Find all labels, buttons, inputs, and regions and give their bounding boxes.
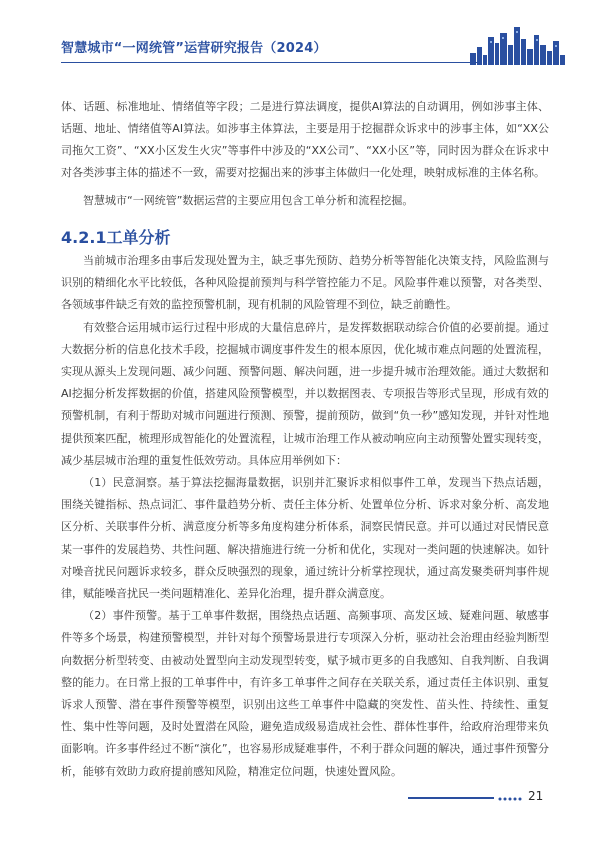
paragraph-event-warning: （2）事件预警。基于工单事件数据，围绕热点话题、高频事项、高发区域、疑难问题、敏感事件等多个场景，构建预警模型，并针对每个预警场景进行专项深入分析，驱动社会治理由经验判断型向数据分析型转变、由被动处置型向主动发现型转变，赋予城市更多的自我感知、自我判断、自我调整的能力。在日常上报的工单事件中，有许多工单事件之间存在关联关系，通过责任主体识别、重复诉求人预警、潜在事件预警等模型，识别出这些工单事件中隐藏的突发性、苗头性、持续性、重复性、集中性等问题，及时处置潜在风险，避免造成级易造成社会性、群体性事件，给政府治理带来负面影响。许多事件经过不断“演化”，也容易形成疑难事件，不利于群众问题的解决，通过事件预警分析，能够有效助力政府提前感知风险，精准定位问题，快速处置风险。 — [61, 609, 549, 778]
section-body — [61, 250, 549, 783]
footer-rule — [408, 797, 494, 799]
paragraph-public-opinion: （1）民意洞察。基于算法挖掘海量数据，识别并汇聚诉求相似事件工单，发现当下热点话题，围绕关键指标、热点词汇、事件量趋势分析、责任主体分析、处置单位分析、诉求对象分析、高发地区分析、关联事件分析、满意度分析等多角度构建分析体系，洞察民情民意。并可以通过对民情民意某一事件的发展趋势、共性问题、解决措施进行统一分析和优化，实现对一类问题的快速解决。如针对噪音扰民问题诉求较多，群众反映强烈的现象，通过统计分析掌控现状，通过高发聚类研判事件规律，赋能噪音扰民一类问题精准化、差异化治理，提升群众满意度。 — [61, 476, 549, 601]
report-title: 智慧城市“一网统管”运营研究报告（2024） — [61, 41, 327, 56]
body-intro — [61, 96, 549, 212]
city-skyline-icon — [470, 25, 565, 65]
paragraph-integration: 有效整合运用城市运行过程中形成的大量信息碎片，是发挥数据联动综合价值的必要前提。通过大数据分析的信息化技术手段，挖掘城市调度事件发生的根本原因，优化城市难点问题的处置流程，实现从源头上发现问题、减少问题、预警问题、解决问题，进一步提升城市治理效能。通过大数据和AI挖掘分析发挥数据的价值，搭建风险预警模型，并以数据图表、专项报告等形式呈现，形成有效的预警机制，有利于帮助对城市问题进行预测、预警，提前预防，做到“负一秒”感知发现，并针对性地提供预案匹配，梳理形成智能化的处置流程，让城市治理工作从被动响应向主动预警处置实现转变，减少基层城市治理的重复性低效劳动。具体应用举例如下： — [61, 320, 549, 467]
section-heading: 4.2.1工单分析 — [61, 228, 171, 247]
page-header — [0, 0, 600, 70]
paragraph-current-state: 当前城市治理多由事后发现处置为主，缺乏事先预防、趋势分析等智能化决策支持，风险监测与识别的精细化水平比较低，各种风险提前预判与科学管控能力不足。风险事件难以预警，对各类型、各领域事件缺乏有效的监控预警机制，现有机制的风险管理不到位，缺乏前瞻性。 — [61, 254, 549, 312]
footer-dots-icon — [498, 797, 522, 801]
page-number: 21 — [528, 789, 544, 803]
paragraph-applications: 智慧城市“一网统管”数据运营的主要应用包含工单分析和流程挖掘。 — [83, 194, 414, 207]
header-rule — [61, 62, 481, 63]
paragraph-algorithm: 体、话题、标准地址、情绪值等字段；二是进行算法调度，提供AI算法的自动调用，例如涉事主体、话题、地址、情绪值等AI算法。如涉事主体算法，主要是用于挖掘群众诉求中的涉事主体，如“XX公司拖欠工资”、“XX小区发生火灾”等事件中涉及的“XX公司”、“XX小区”等，同时因为群众在诉求中对各类涉事主体的描述不一致，需要对挖掘出来的涉事主体做归一化处理，映射成标准的主体名称。 — [61, 100, 549, 179]
